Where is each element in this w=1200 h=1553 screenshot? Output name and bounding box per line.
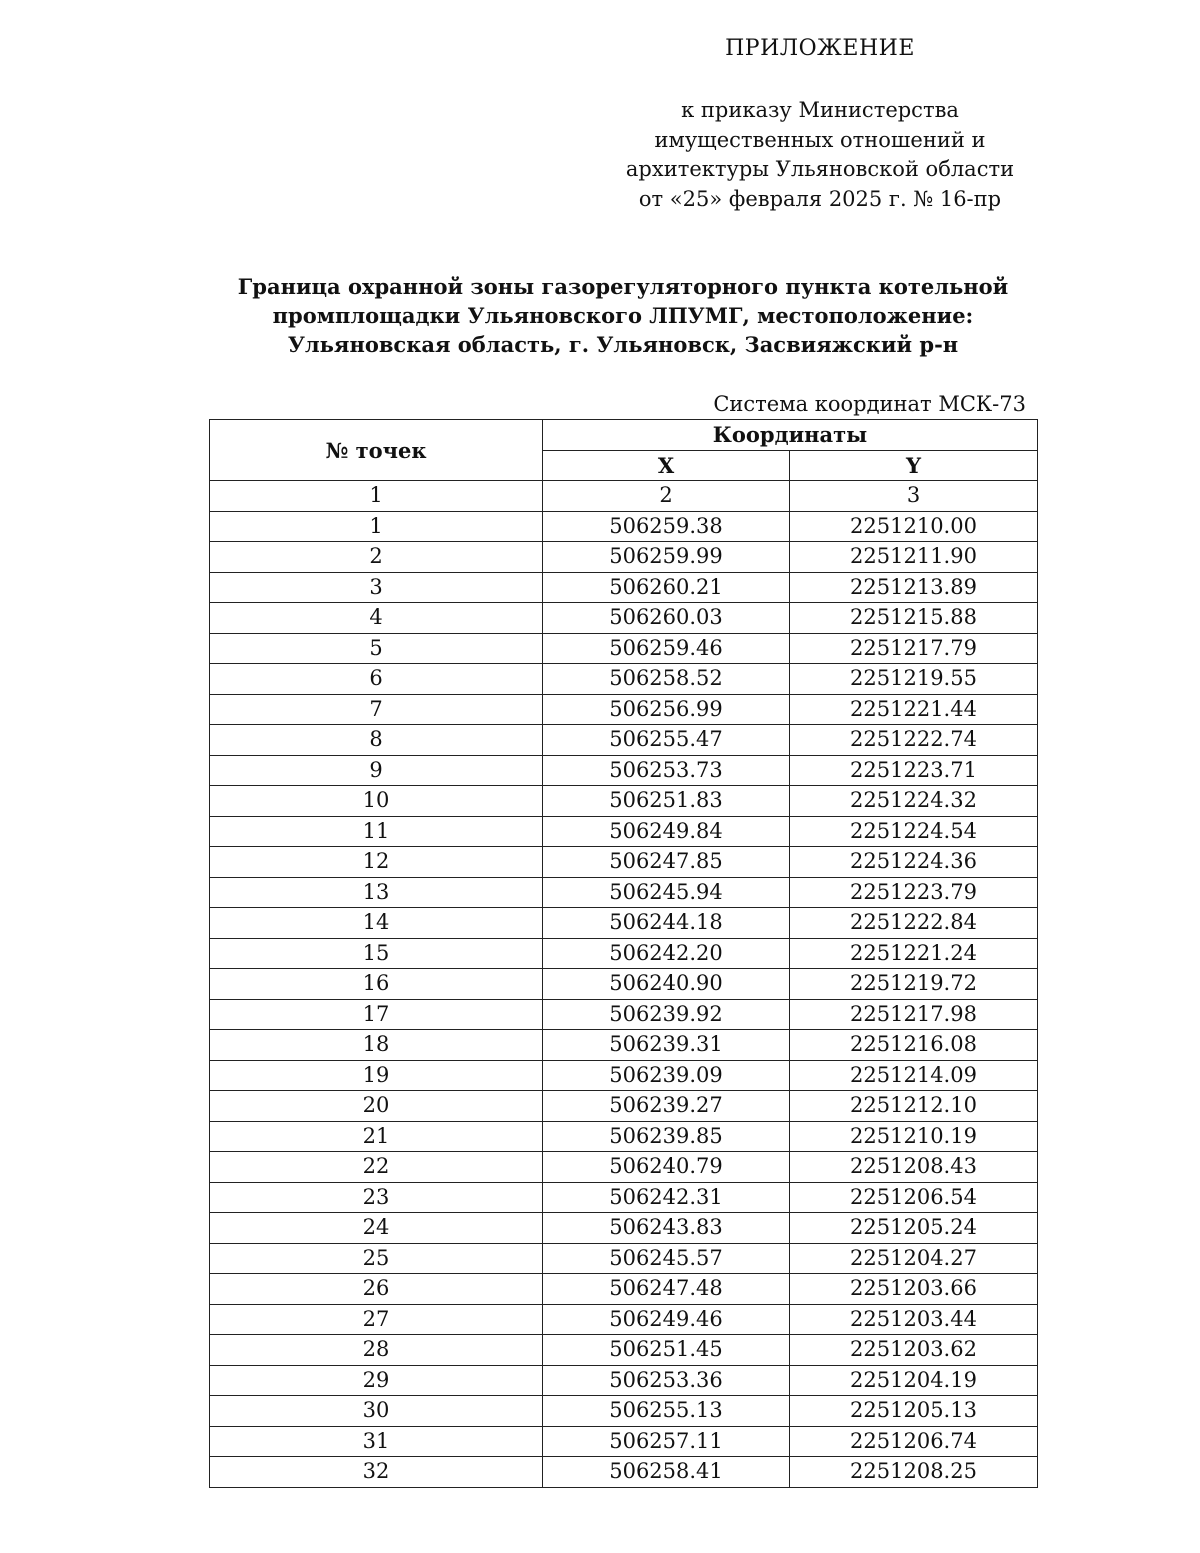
x-coordinate-cell: 506258.52 (543, 664, 790, 695)
y-coordinate-cell: 2251223.79 (790, 877, 1038, 908)
point-number-cell: 28 (210, 1335, 543, 1366)
coordinates-column-header: Координаты (543, 420, 1038, 451)
table-row (210, 1030, 1038, 1061)
table-row (210, 1274, 1038, 1305)
y-coordinate-cell: 2251222.84 (790, 908, 1038, 939)
table-row (210, 1091, 1038, 1122)
x-coordinate-cell: 506239.92 (543, 999, 790, 1030)
point-number-cell: 15 (210, 938, 543, 969)
y-coordinate-cell: 2251216.08 (790, 1030, 1038, 1061)
x-coordinate-cell: 506242.20 (543, 938, 790, 969)
table-row (210, 1243, 1038, 1274)
x-coordinate-cell: 506257.11 (543, 1426, 790, 1457)
table-row (210, 1396, 1038, 1427)
y-coordinate-cell: 2251204.19 (790, 1365, 1038, 1396)
column-number: 3 (790, 481, 1038, 512)
y-coordinate-cell: 2251224.32 (790, 786, 1038, 817)
y-coordinate-cell: 2251223.71 (790, 755, 1038, 786)
coordinates-table-body (210, 511, 1038, 1487)
table-row (210, 664, 1038, 695)
x-coordinate-cell: 506253.36 (543, 1365, 790, 1396)
point-number-cell: 12 (210, 847, 543, 878)
point-number-cell: 16 (210, 969, 543, 1000)
point-number-cell: 19 (210, 1060, 543, 1091)
table-row (210, 877, 1038, 908)
column-number: 1 (210, 481, 543, 512)
y-coordinate-cell: 2251203.62 (790, 1335, 1038, 1366)
x-coordinate-cell: 506259.99 (543, 542, 790, 573)
table-row (210, 938, 1038, 969)
x-coordinate-cell: 506245.57 (543, 1243, 790, 1274)
point-number-cell: 14 (210, 908, 543, 939)
point-number-cell: 31 (210, 1426, 543, 1457)
table-row (210, 1335, 1038, 1366)
table-row (210, 1426, 1038, 1457)
table-row (210, 755, 1038, 786)
point-number-cell: 18 (210, 1030, 543, 1061)
y-coordinate-cell: 2251203.44 (790, 1304, 1038, 1335)
y-coordinate-cell: 2251217.79 (790, 633, 1038, 664)
y-coordinate-cell: 2251217.98 (790, 999, 1038, 1030)
y-coordinate-cell: 2251208.25 (790, 1457, 1038, 1488)
point-number-cell: 22 (210, 1152, 543, 1183)
document-heading (200, 272, 1046, 359)
y-coordinate-cell: 2251210.19 (790, 1121, 1038, 1152)
point-number-cell: 29 (210, 1365, 543, 1396)
table-row (210, 725, 1038, 756)
point-number-cell: 32 (210, 1457, 543, 1488)
y-column-header: Y (790, 450, 1038, 481)
x-coordinate-cell: 506249.84 (543, 816, 790, 847)
y-coordinate-cell: 2251206.54 (790, 1182, 1038, 1213)
x-coordinate-cell: 506255.13 (543, 1396, 790, 1427)
y-coordinate-cell: 2251205.24 (790, 1213, 1038, 1244)
order-line: архитектуры Ульяновской области (625, 157, 1015, 181)
x-coordinate-cell: 506247.48 (543, 1274, 790, 1305)
order-reference (600, 96, 1040, 214)
heading-line: Граница охранной зоны газорегуляторного пункта котельной (237, 274, 1009, 299)
x-coordinate-cell: 506259.38 (543, 511, 790, 542)
y-coordinate-cell: 2251219.72 (790, 969, 1038, 1000)
point-number-cell: 20 (210, 1091, 543, 1122)
y-coordinate-cell: 2251205.13 (790, 1396, 1038, 1427)
point-number-cell: 25 (210, 1243, 543, 1274)
coordinate-system-caption: Система координат МСК-73 (713, 392, 1026, 416)
y-coordinate-cell: 2251214.09 (790, 1060, 1038, 1091)
point-number-cell: 2 (210, 542, 543, 573)
x-coordinate-cell: 506242.31 (543, 1182, 790, 1213)
column-number-row (210, 481, 1038, 512)
coordinates-table (209, 419, 1038, 1488)
point-number-cell: 27 (210, 1304, 543, 1335)
table-row (210, 999, 1038, 1030)
point-number-cell: 13 (210, 877, 543, 908)
table-row (210, 1152, 1038, 1183)
y-coordinate-cell: 2251203.66 (790, 1274, 1038, 1305)
table-row (210, 816, 1038, 847)
order-date-line: от «25» февраля 2025 г. № 16-пр (638, 186, 1002, 211)
order-line: имущественных отношений и (654, 127, 986, 152)
heading-line: Ульяновская область, г. Ульяновск, Засвияжский р-н (287, 332, 959, 357)
order-line: к приказу Министерства (681, 98, 959, 122)
x-coordinate-cell: 506239.09 (543, 1060, 790, 1091)
appendix-title: ПРИЛОЖЕНИЕ (725, 36, 915, 61)
table-row (210, 1060, 1038, 1091)
point-number-cell: 5 (210, 633, 543, 664)
table-row (210, 694, 1038, 725)
x-coordinate-cell: 506240.79 (543, 1152, 790, 1183)
y-coordinate-cell: 2251206.74 (790, 1426, 1038, 1457)
y-coordinate-cell: 2251224.54 (790, 816, 1038, 847)
point-number-cell: 3 (210, 572, 543, 603)
y-coordinate-cell: 2251211.90 (790, 542, 1038, 573)
point-number-cell: 23 (210, 1182, 543, 1213)
table-row (210, 603, 1038, 634)
y-coordinate-cell: 2251224.36 (790, 847, 1038, 878)
x-coordinate-cell: 506255.47 (543, 725, 790, 756)
x-coordinate-cell: 506239.31 (543, 1030, 790, 1061)
x-coordinate-cell: 506251.45 (543, 1335, 790, 1366)
table-row (210, 908, 1038, 939)
y-coordinate-cell: 2251208.43 (790, 1152, 1038, 1183)
point-number-cell: 17 (210, 999, 543, 1030)
y-coordinate-cell: 2251221.24 (790, 938, 1038, 969)
table-row (210, 572, 1038, 603)
x-coordinate-cell: 506258.41 (543, 1457, 790, 1488)
table-row (210, 633, 1038, 664)
point-number-cell: 7 (210, 694, 543, 725)
point-number-cell: 24 (210, 1213, 543, 1244)
table-row (210, 1365, 1038, 1396)
table-row (210, 511, 1038, 542)
y-coordinate-cell: 2251212.10 (790, 1091, 1038, 1122)
table-row (210, 542, 1038, 573)
y-coordinate-cell: 2251210.00 (790, 511, 1038, 542)
y-coordinate-cell: 2251219.55 (790, 664, 1038, 695)
heading-line: промплощадки Ульяновского ЛПУМГ, местоположение: (272, 303, 974, 328)
point-number-cell: 11 (210, 816, 543, 847)
x-coordinate-cell: 506247.85 (543, 847, 790, 878)
y-coordinate-cell: 2251215.88 (790, 603, 1038, 634)
x-coordinate-cell: 506245.94 (543, 877, 790, 908)
column-number: 2 (543, 481, 790, 512)
point-number-cell: 10 (210, 786, 543, 817)
x-coordinate-cell: 506249.46 (543, 1304, 790, 1335)
table-row (210, 1182, 1038, 1213)
y-coordinate-cell: 2251204.27 (790, 1243, 1038, 1274)
table-row (210, 847, 1038, 878)
table-row (210, 1121, 1038, 1152)
x-coordinate-cell: 506243.83 (543, 1213, 790, 1244)
point-number-cell: 8 (210, 725, 543, 756)
x-coordinate-cell: 506253.73 (543, 755, 790, 786)
table-row (210, 786, 1038, 817)
point-number-cell: 21 (210, 1121, 543, 1152)
x-coordinate-cell: 506239.27 (543, 1091, 790, 1122)
point-number-cell: 26 (210, 1274, 543, 1305)
point-number-cell: 9 (210, 755, 543, 786)
table-row (210, 1304, 1038, 1335)
x-coordinate-cell: 506244.18 (543, 908, 790, 939)
x-coordinate-cell: 506259.46 (543, 633, 790, 664)
x-coordinate-cell: 506251.83 (543, 786, 790, 817)
points-column-header: № точек (210, 420, 543, 481)
table-row (210, 1213, 1038, 1244)
x-coordinate-cell: 506260.21 (543, 572, 790, 603)
point-number-cell: 30 (210, 1396, 543, 1427)
y-coordinate-cell: 2251222.74 (790, 725, 1038, 756)
x-coordinate-cell: 506260.03 (543, 603, 790, 634)
y-coordinate-cell: 2251221.44 (790, 694, 1038, 725)
table-row (210, 969, 1038, 1000)
x-coordinate-cell: 506239.85 (543, 1121, 790, 1152)
x-column-header: X (543, 450, 790, 481)
point-number-cell: 1 (210, 511, 543, 542)
x-coordinate-cell: 506256.99 (543, 694, 790, 725)
x-coordinate-cell: 506240.90 (543, 969, 790, 1000)
point-number-cell: 4 (210, 603, 543, 634)
y-coordinate-cell: 2251213.89 (790, 572, 1038, 603)
point-number-cell: 6 (210, 664, 543, 695)
table-row (210, 1457, 1038, 1488)
